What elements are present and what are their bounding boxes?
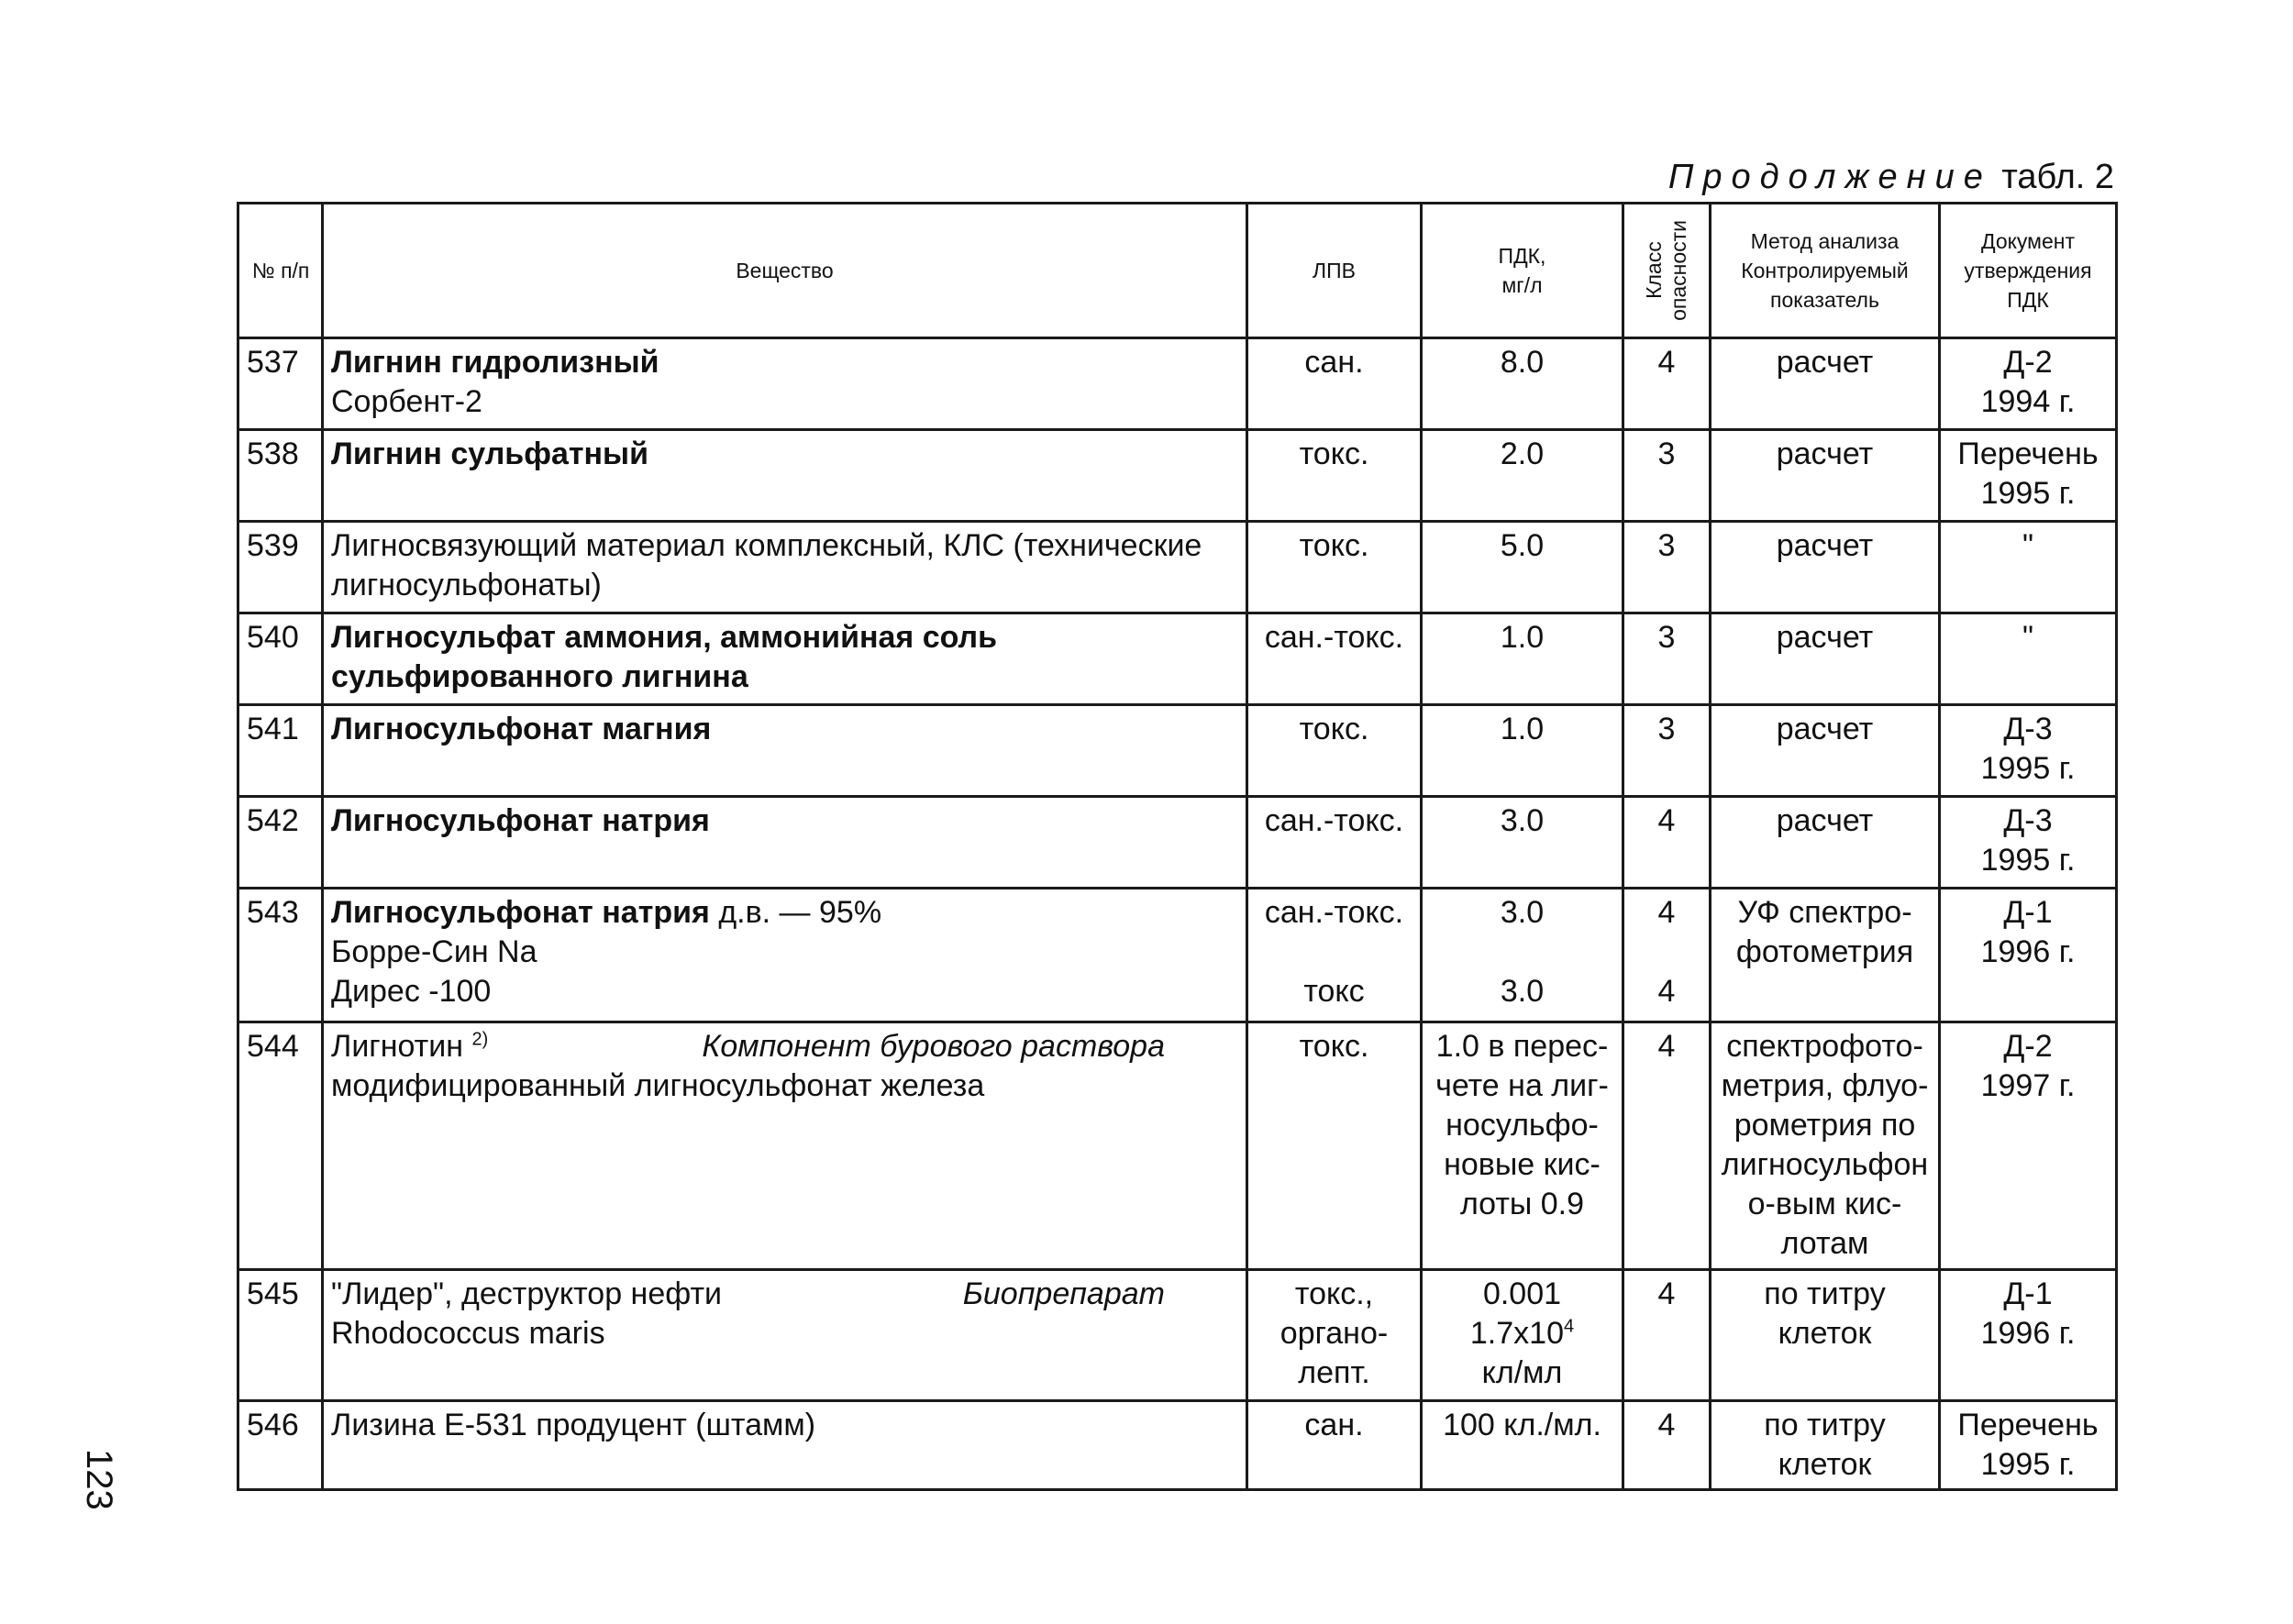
substance-name: Лигносульфонат натрия <box>331 895 710 930</box>
row-method: расчет <box>1711 338 1940 430</box>
row-pdk: 3.0 <box>1422 797 1623 889</box>
header-method <box>1711 204 1940 338</box>
row-pdk: 5.0 <box>1422 522 1623 613</box>
table-row <box>238 430 2117 522</box>
substance-sub: Сорбент-2 <box>331 384 482 419</box>
row-pdk <box>1422 1022 1623 1270</box>
pdk-line3: кл/мл <box>1481 1355 1563 1390</box>
doc-line1: Д-3 <box>2003 712 2053 746</box>
row-lpv <box>1247 1270 1422 1401</box>
row-pdk <box>1422 1270 1623 1401</box>
doc-line2: 1996 г. <box>1980 934 2076 969</box>
row-document <box>1940 705 2117 797</box>
pdk-table <box>237 202 2118 1491</box>
row-method: расчет <box>1711 613 1940 705</box>
table-caption <box>1468 158 2114 197</box>
row-class: 3 <box>1623 430 1711 522</box>
method-line: лотам <box>1780 1226 1869 1261</box>
pdk-base: 1.7x10 <box>1469 1316 1564 1351</box>
header-document <box>1940 204 2117 338</box>
class-line2: 4 <box>1657 974 1676 1009</box>
row-num: 546 <box>238 1401 323 1490</box>
row-num: 541 <box>238 705 323 797</box>
method-line1: УФ спектро- <box>1737 895 1912 930</box>
doc-line2: 1997 г. <box>1980 1068 2076 1103</box>
substance-sub: лигносульфонаты) <box>331 568 602 602</box>
pdk-line: чете на лиг- <box>1435 1068 1609 1103</box>
method-line: рометрия по <box>1734 1108 1916 1143</box>
table-row <box>238 1401 2117 1490</box>
header-pdk <box>1422 204 1623 338</box>
row-document <box>1940 1270 2117 1401</box>
row-method <box>1711 889 1940 1022</box>
doc-ditto: " <box>2022 620 2034 655</box>
substance-name: Лигнотин <box>331 1029 463 1064</box>
row-method: расчет <box>1711 797 1940 889</box>
doc-line1: Д-2 <box>2003 1029 2053 1064</box>
substance-sub2: Дирес -100 <box>331 974 492 1009</box>
row-class <box>1623 889 1711 1022</box>
row-pdk <box>1422 889 1623 1022</box>
row-substance <box>323 522 1247 613</box>
substance-sub: Rhodococcus maris <box>331 1316 605 1351</box>
header-hazard-line2: опасности <box>1667 220 1690 321</box>
table-row <box>238 797 2117 889</box>
header-doc-line1: Документ <box>1980 229 2076 253</box>
row-substance <box>323 889 1247 1022</box>
substance-name: Лигносвязующий материал комплексный, КЛС (технические <box>331 528 1202 563</box>
row-num: 537 <box>238 338 323 430</box>
row-substance <box>323 613 1247 705</box>
substance-name: "Лидер", деструктор нефти <box>331 1276 723 1311</box>
table-row <box>238 613 2117 705</box>
row-class: 4 <box>1623 1022 1711 1270</box>
table-row <box>238 1270 2117 1401</box>
table-row <box>238 522 2117 613</box>
header-hazard-line1: Класс <box>1642 241 1666 300</box>
row-document <box>1940 1022 2117 1270</box>
method-line2: фотометрия <box>1735 934 1914 969</box>
header-substance: Вещество <box>323 204 1247 338</box>
row-lpv: токс. <box>1247 430 1422 522</box>
pdk-exponent: 4 <box>1563 1316 1575 1337</box>
row-num: 540 <box>238 613 323 705</box>
row-class: 3 <box>1623 522 1711 613</box>
header-method-line3: показатель <box>1770 288 1879 312</box>
doc-line2: 1995 г. <box>1980 476 2076 511</box>
row-num: 544 <box>238 1022 323 1270</box>
row-method: расчет <box>1711 705 1940 797</box>
row-lpv: сан. <box>1247 338 1422 430</box>
substance-name-line <box>331 893 1238 933</box>
row-method <box>1711 1401 1940 1490</box>
row-num: 539 <box>238 522 323 613</box>
row-substance <box>323 338 1247 430</box>
header-method-line1: Метод анализа <box>1750 229 1900 253</box>
lpv-line: лепт. <box>1298 1355 1370 1390</box>
pdk-line1: 0.001 <box>1482 1276 1562 1311</box>
pdk-line1: 3.0 <box>1500 895 1545 930</box>
caption-table-ref: табл. 2 <box>1991 158 2114 196</box>
row-document <box>1940 1401 2117 1490</box>
substance-name: Лигнин сульфатный <box>331 436 648 471</box>
method-line2: клеток <box>1778 1447 1872 1482</box>
pdk-line2: 3.0 <box>1500 974 1545 1009</box>
method-line: лигносульфон <box>1721 1147 1929 1182</box>
row-class: 4 <box>1623 1270 1711 1401</box>
header-lpv: ЛПВ <box>1247 204 1422 338</box>
substance-sub: Борре-Син Na <box>331 934 537 969</box>
page-number: 123 <box>79 1449 119 1510</box>
row-class: 4 <box>1623 1401 1711 1490</box>
substance-name: Лигнин гидролизный <box>331 345 659 380</box>
substance-name-cont: сульфированного лигнина <box>331 659 748 694</box>
method-line1: по титру <box>1764 1408 1886 1442</box>
row-lpv: токс. <box>1247 1022 1422 1270</box>
doc-line1: Д-1 <box>2003 895 2053 930</box>
header-doc-line3: ПДК <box>2007 288 2049 312</box>
row-class: 4 <box>1623 338 1711 430</box>
row-class: 4 <box>1623 797 1711 889</box>
method-line: метрия, флуо- <box>1721 1068 1929 1103</box>
header-row <box>238 204 2117 338</box>
row-lpv <box>1247 889 1422 1022</box>
table-row <box>238 1022 2117 1270</box>
row-lpv: сан.-токс. <box>1247 613 1422 705</box>
lpv-line: органо- <box>1279 1316 1389 1351</box>
header-pdk-line1: ПДК, <box>1498 244 1546 268</box>
substance-name-suffix: д.в. — 95% <box>709 895 882 930</box>
row-pdk: 100 кл./мл. <box>1422 1401 1623 1490</box>
footnote-marker: 2) <box>471 1029 489 1050</box>
table-row <box>238 889 2117 1022</box>
pdk-line2 <box>1430 1314 1614 1353</box>
substance-name-line <box>331 1275 1238 1314</box>
substance-name: Лизина Е-531 продуцент (штамм) <box>331 1408 816 1442</box>
substance-name: Лигносульфонат магния <box>331 712 712 746</box>
header-doc-line2: утверждения <box>1964 259 2092 282</box>
substance-name: Лигносульфат аммония, аммонийная соль <box>331 620 998 655</box>
row-class: 3 <box>1623 705 1711 797</box>
substance-sub: модифицированный лигносульфонат железа <box>331 1068 985 1103</box>
row-lpv: сан. <box>1247 1401 1422 1490</box>
row-lpv: токс. <box>1247 705 1422 797</box>
lpv-line1: сан.-токс. <box>1264 895 1404 930</box>
row-substance <box>323 1022 1247 1270</box>
doc-line2: 1994 г. <box>1980 384 2076 419</box>
row-document <box>1940 797 2117 889</box>
pdk-line: носульфо- <box>1446 1108 1599 1143</box>
doc-line1: Д-3 <box>2003 803 2053 838</box>
row-num: 538 <box>238 430 323 522</box>
method-line2: клеток <box>1778 1316 1872 1351</box>
row-method <box>1711 1022 1940 1270</box>
doc-ditto: " <box>2022 528 2034 563</box>
class-line1: 4 <box>1657 895 1676 930</box>
row-lpv: токс. <box>1247 522 1422 613</box>
doc-line2: 1996 г. <box>1980 1316 2076 1351</box>
lpv-line: токс., <box>1294 1276 1374 1311</box>
row-document <box>1940 430 2117 522</box>
method-line: спектрофото- <box>1726 1029 1923 1064</box>
row-document <box>1940 338 2117 430</box>
header-pdk-line2: мг/л <box>1501 273 1543 297</box>
row-num: 542 <box>238 797 323 889</box>
row-method: расчет <box>1711 430 1940 522</box>
substance-category: Компонент бурового раствора <box>702 1029 1165 1064</box>
table-row <box>238 705 2117 797</box>
pdk-line: лоты 0.9 <box>1459 1187 1585 1221</box>
header-hazard-class <box>1623 204 1711 338</box>
doc-line1: Д-1 <box>2003 1276 2053 1311</box>
row-substance <box>323 1401 1247 1490</box>
pdk-line: 1.0 в перес- <box>1435 1029 1609 1064</box>
row-substance <box>323 797 1247 889</box>
row-lpv: сан.-токс. <box>1247 797 1422 889</box>
row-document <box>1940 889 2117 1022</box>
table-row <box>238 338 2117 430</box>
doc-line1: Д-2 <box>2003 345 2053 380</box>
pdk-line: новые кис- <box>1444 1147 1601 1182</box>
row-method: расчет <box>1711 522 1940 613</box>
row-pdk: 1.0 <box>1422 705 1623 797</box>
doc-line2: 1995 г. <box>1980 751 2076 786</box>
substance-name-line <box>331 1027 1238 1066</box>
header-num: № п/п <box>238 204 323 338</box>
caption-continuation: Продолжение <box>1667 158 1992 196</box>
row-substance <box>323 705 1247 797</box>
header-method-line2: Контролируемый <box>1741 259 1909 282</box>
row-substance <box>323 1270 1247 1401</box>
doc-line1: Перечень <box>1957 1408 2099 1442</box>
row-num: 543 <box>238 889 323 1022</box>
row-document <box>1940 613 2117 705</box>
row-pdk: 2.0 <box>1422 430 1623 522</box>
row-pdk: 1.0 <box>1422 613 1623 705</box>
doc-line2: 1995 г. <box>1980 1447 2076 1482</box>
doc-line1: Перечень <box>1957 436 2099 471</box>
doc-line2: 1995 г. <box>1980 843 2076 878</box>
method-line: о-вым кис- <box>1747 1187 1902 1221</box>
row-document <box>1940 522 2117 613</box>
substance-category: Биопрепарат <box>962 1276 1165 1311</box>
substance-name: Лигносульфонат натрия <box>331 803 710 838</box>
method-line1: по титру <box>1764 1276 1886 1311</box>
row-num: 545 <box>238 1270 323 1401</box>
row-method <box>1711 1270 1940 1401</box>
row-class: 3 <box>1623 613 1711 705</box>
row-substance <box>323 430 1247 522</box>
lpv-line2: токс <box>1303 974 1365 1009</box>
row-pdk: 8.0 <box>1422 338 1623 430</box>
